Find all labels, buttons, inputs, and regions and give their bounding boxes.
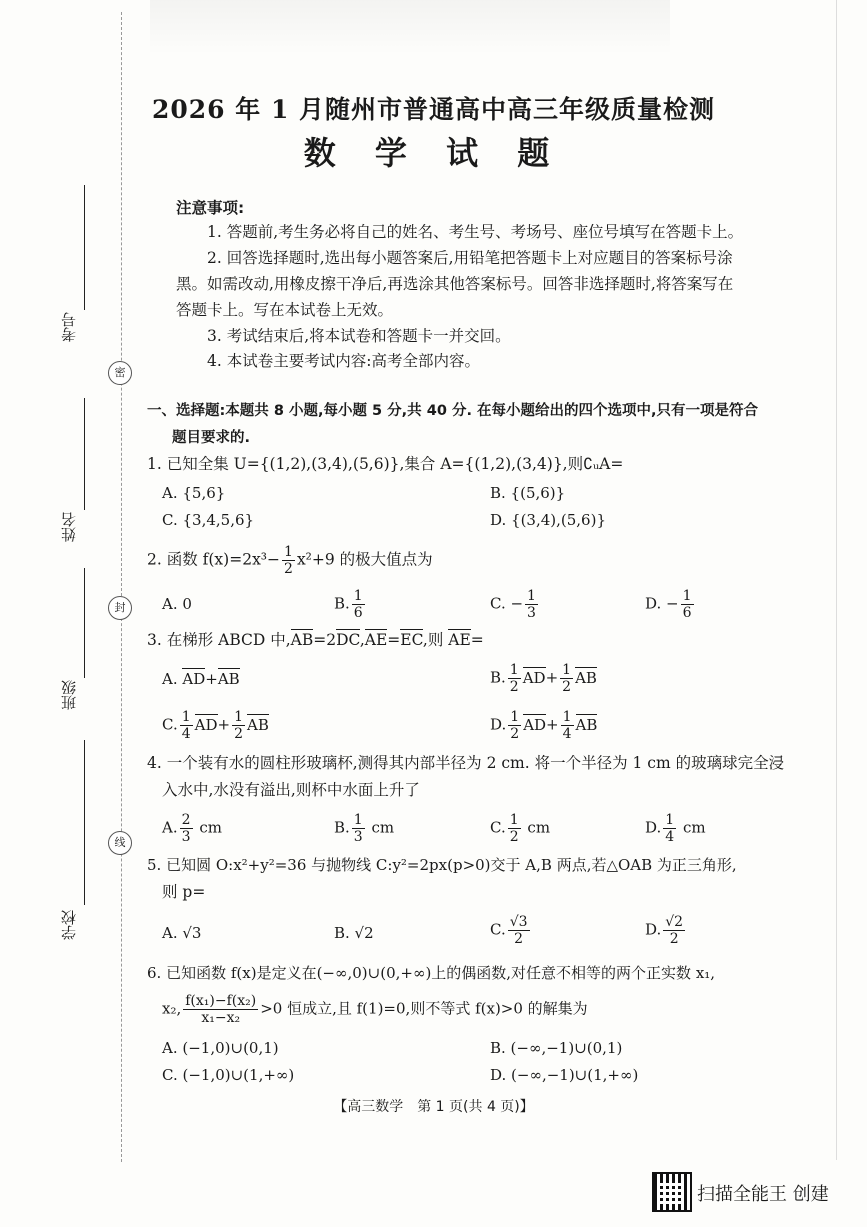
q1-option-b: B. {(5,6)} (490, 484, 566, 502)
exam-number-blank (84, 185, 85, 310)
school-blank (84, 740, 85, 905)
seal-mark-xian: 线 (108, 831, 132, 855)
exam-title: 2026 年 1 月随州市普通高中高三年级质量检测 (151, 95, 716, 124)
name-blank (84, 398, 85, 510)
scan-smudge (150, 0, 670, 55)
notice-item-1: 1. 答题前,考生务必将自己的姓名、考生号、考场号、座位号填写在答题卡上。 (207, 223, 744, 241)
q2-option-c: C. − $\frac{1}{3}$ (490, 588, 536, 621)
q4-stem-line2: 入水中,水没有溢出,则杯中水面上升了 (162, 781, 420, 799)
q4-stem-line1: 4. 一个装有水的圆柱形玻璃杯,测得其内部半径为 2 cm. 将一个半径为 1 cm 的玻璃球完全浸 (147, 754, 785, 772)
class-blank (84, 568, 85, 678)
q5-option-d: D. $\frac{√2}{2}$ (645, 914, 684, 947)
seal-mark-mi: 密 (108, 361, 132, 385)
q1-stem: 1. 已知全集 U={(1,2),(3,4),(5,6)},集合 A={(1,2),(3,4)},则∁ᵤA= (147, 455, 624, 473)
exam-number-label: 考号 (60, 312, 78, 342)
q2-half-fraction: $\frac{1}{2}$ (284, 544, 293, 577)
q5-stem-line2: 则 p= (162, 883, 206, 901)
q2-stem: 2. 函数 f(x)=2x³− $\frac{1}{2}$ x²+9 的极大值点为 (147, 544, 433, 577)
q5-option-b: B. √2 (334, 924, 374, 942)
notice-heading: 注意事项: (176, 199, 245, 217)
binding-dashed-line (121, 12, 122, 1162)
subject-title: 数 学 试 题 (303, 134, 564, 172)
page-footer: 【高三数学 第 1 页(共 4 页)】 (333, 1099, 534, 1115)
q2-option-d: D. − $\frac{1}{6}$ (645, 588, 692, 621)
q4-option-d: D. $\frac{1}{4}$ cm (645, 812, 706, 845)
q1-option-c: C. {3,4,5,6} (162, 511, 255, 529)
qr-code-icon (652, 1172, 692, 1212)
q4-option-b: B. $\frac{1}{3}$ cm (334, 812, 395, 845)
q6-stem-line1: 6. 已知函数 f(x)是定义在(−∞,0)∪(0,+∞)上的偶函数,对任意不相等的两个正实数 x₁, (147, 964, 716, 982)
q6-option-b: B. (−∞,−1)∪(0,1) (490, 1039, 623, 1057)
notice-item-4: 4. 本试卷主要考试内容:高考全部内容。 (207, 352, 480, 370)
scanner-watermark: 扫描全能王 创建 (697, 1184, 829, 1205)
q6-option-d: D. (−∞,−1)∪(1,+∞) (490, 1066, 639, 1084)
q5-stem-line1: 5. 已知圆 O:x²+y²=36 与抛物线 C:y²=2px(p>0)交于 A,B 两点,若△OAB 为正三角形, (147, 856, 737, 874)
seal-mark-feng: 封 (108, 596, 132, 620)
q1-option-d: D. {(3,4),(5,6)} (490, 511, 607, 529)
school-label: 学校 (60, 910, 78, 940)
q3-option-c: C. $\frac{1}{4}$ AD+ $\frac{1}{2}$ AB (162, 709, 269, 742)
q2-option-a: A. 0 (162, 595, 192, 613)
q6-option-c: C. (−1,0)∪(1,+∞) (162, 1066, 295, 1084)
notice-item-2: 2. 回答选择题时,选出每小题答案后,用铅笔把答题卡上对应题目的答案标号涂 (207, 249, 733, 267)
section-heading-cont: 题目要求的. (172, 430, 251, 446)
q3-option-a: A. AD+AB (162, 670, 240, 688)
q1-option-a: A. {5,6} (162, 484, 226, 502)
q4-option-a: A. $\frac{2}{3}$ cm (162, 812, 222, 845)
q3-option-b: B. $\frac{1}{2}$ AD+ $\frac{1}{2}$ AB (490, 662, 597, 695)
page-edge (836, 0, 837, 1160)
q6-stem-line2: x₂, $\frac{\text{f(x₁)−f(x₂)}}{\text{x₁−x₂}}$ >0 恒成立,且 f(1)=0,则不等式 f(x)>0 的解集为 (162, 993, 588, 1026)
q6-option-a: A. (−1,0)∪(0,1) (162, 1039, 279, 1057)
notice-item-2-end: 答题卡上。写在本试卷上无效。 (176, 301, 394, 319)
class-label: 班级 (60, 680, 78, 710)
q5-option-a: A. √3 (162, 924, 202, 942)
q5-option-c: C. $\frac{√3}{2}$ (490, 914, 528, 947)
section-heading: 一、选择题:本题共 8 小题,每小题 5 分,共 40 分. 在每小题给出的四个选项中,只有一项是符合 (147, 403, 759, 419)
q3-stem: 3. 在梯形 ABCD 中,AB=2DC,AE=EC,则 AE= (147, 631, 484, 649)
q4-option-c: C. $\frac{1}{2}$ cm (490, 812, 551, 845)
q2-option-b: B. $\frac{1}{6}$ (334, 588, 363, 621)
notice-item-2-cont: 黑。如需改动,用橡皮擦干净后,再选涂其他答案标号。回答非选择题时,将答案写在 (176, 275, 734, 293)
name-label: 姓名 (60, 512, 78, 542)
notice-item-3: 3. 考试结束后,将本试卷和答题卡一并交回。 (207, 327, 511, 345)
q3-option-d: D. $\frac{1}{2}$ AD+ $\frac{1}{4}$ AB (490, 709, 598, 742)
